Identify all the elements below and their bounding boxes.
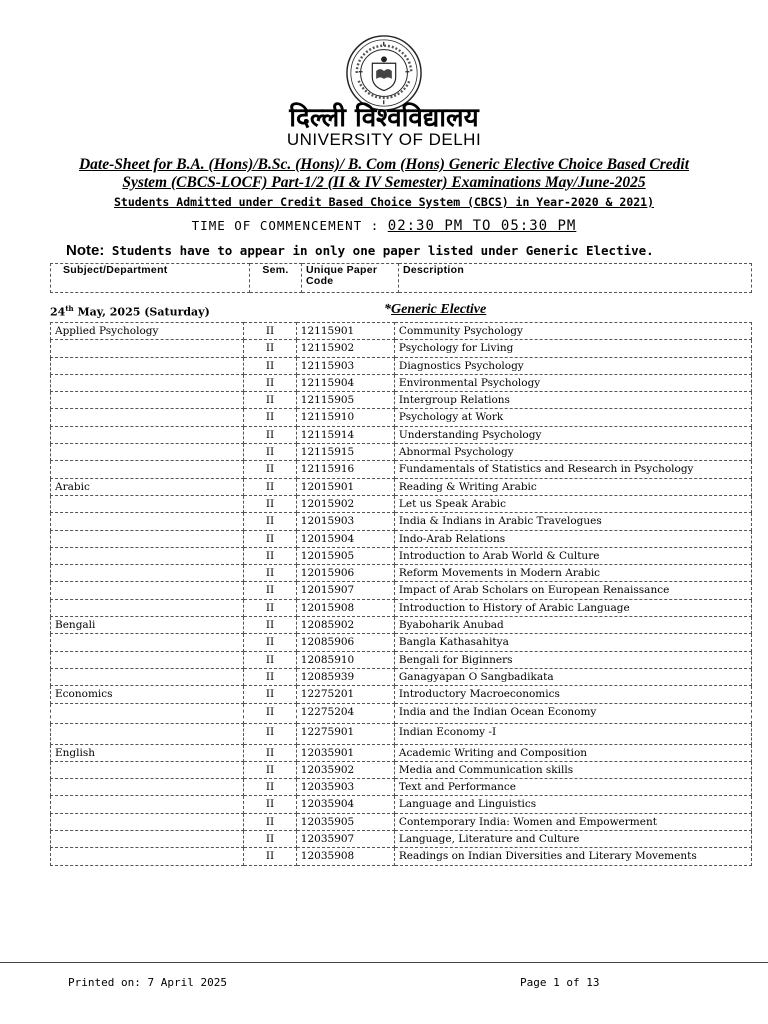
table-row: [51, 495, 752, 512]
document-title: [40, 156, 728, 192]
description-cell: Academic Writing and Composition: [394, 744, 751, 761]
department-cell: English: [51, 744, 244, 761]
department-cell: [51, 599, 244, 616]
paper-code-cell: 12015908: [296, 599, 394, 616]
department-cell: [51, 495, 244, 512]
department-cell: [51, 848, 244, 865]
semester-cell: II: [244, 513, 297, 530]
header-paper-code: Unique Paper Code: [302, 264, 399, 293]
department-cell: [51, 409, 244, 426]
paper-code-cell: 12275901: [296, 724, 394, 745]
department-cell: [51, 426, 244, 443]
table-row: [51, 599, 752, 616]
description-cell: Reading & Writing Arabic: [394, 478, 751, 495]
semester-cell: II: [244, 374, 297, 391]
semester-cell: II: [244, 530, 297, 547]
description-cell: Ganagyapan O Sangbadikata: [394, 668, 751, 685]
description-cell: Intergroup Relations: [394, 392, 751, 409]
table-row: [51, 848, 752, 865]
semester-cell: II: [244, 409, 297, 426]
semester-cell: II: [244, 392, 297, 409]
department-cell: Applied Psychology: [51, 323, 244, 340]
department-cell: [51, 565, 244, 582]
department-cell: [51, 634, 244, 651]
header-subject: Subject/Department: [51, 264, 250, 293]
semester-cell: II: [244, 724, 297, 745]
table-row: [51, 813, 752, 830]
note-label: Note:: [66, 242, 105, 259]
semester-cell: II: [244, 478, 297, 495]
table-row: [51, 617, 752, 634]
description-cell: India and the Indian Ocean Economy: [394, 703, 751, 724]
papers-table-body: [51, 323, 752, 866]
paper-code-cell: 12015903: [296, 513, 394, 530]
semester-cell: II: [244, 813, 297, 830]
table-row: [51, 426, 752, 443]
department-cell: [51, 582, 244, 599]
note-text: Students have to appear in only one paper listed under Generic Elective.: [111, 243, 654, 258]
university-name-english: UNIVERSITY OF DELHI: [286, 130, 482, 149]
description-cell: Abnormal Psychology: [394, 444, 751, 461]
paper-code-cell: 12115902: [296, 340, 394, 357]
semester-cell: II: [244, 323, 297, 340]
paper-code-cell: 12115901: [296, 323, 394, 340]
description-cell: Media and Communication skills: [394, 761, 751, 778]
table-row: [51, 831, 752, 848]
description-cell: Indian Economy -I: [394, 724, 751, 745]
paper-code-cell: 12035908: [296, 848, 394, 865]
description-cell: Fundamentals of Statistics and Research in Psychology: [394, 461, 751, 478]
header-sem: Sem.: [250, 264, 302, 293]
table-row: [51, 374, 752, 391]
semester-cell: II: [244, 582, 297, 599]
description-cell: Bangla Kathasahitya: [394, 634, 751, 651]
department-cell: [51, 340, 244, 357]
description-cell: Reform Movements in Modern Arabic: [394, 565, 751, 582]
footer-divider: [0, 962, 768, 963]
description-cell: Let us Speak Arabic: [394, 495, 751, 512]
table-row: [51, 779, 752, 796]
paper-code-cell: 12015906: [296, 565, 394, 582]
semester-cell: II: [244, 599, 297, 616]
semester-cell: II: [244, 761, 297, 778]
department-cell: [51, 779, 244, 796]
department-cell: [51, 813, 244, 830]
paper-code-cell: 12035907: [296, 831, 394, 848]
department-cell: [51, 761, 244, 778]
time-label: TIME OF COMMENCEMENT :: [191, 218, 380, 233]
generic-elective-label: Generic Elective: [391, 302, 487, 317]
university-name-hindi: दिल्ली विश्वविद्यालय: [289, 103, 479, 133]
page-number: Page 1 of 13: [520, 976, 600, 989]
semester-cell: II: [244, 340, 297, 357]
table-row: [51, 357, 752, 374]
department-cell: [51, 374, 244, 391]
description-cell: Language and Linguistics: [394, 796, 751, 813]
paper-code-cell: 12015907: [296, 582, 394, 599]
exam-date-suffix: th: [65, 304, 74, 313]
table-row: [51, 703, 752, 724]
department-cell: [51, 831, 244, 848]
generic-elective-heading: [384, 302, 486, 318]
description-cell: Introduction to History of Arabic Language: [394, 599, 751, 616]
department-cell: [51, 513, 244, 530]
semester-cell: II: [244, 668, 297, 685]
description-cell: Bengali for Biginners: [394, 651, 751, 668]
document-subtitle: Students Admitted under Credit Based Choice System (CBCS) in Year-2020 & 2021): [113, 195, 655, 209]
table-row: [51, 409, 752, 426]
generic-elective-star: *: [384, 302, 391, 317]
paper-code-cell: 12035903: [296, 779, 394, 796]
paper-code-cell: 12115916: [296, 461, 394, 478]
table-row: [51, 796, 752, 813]
department-cell: [51, 547, 244, 564]
description-cell: Text and Performance: [394, 779, 751, 796]
department-cell: [51, 530, 244, 547]
paper-code-cell: 12035904: [296, 796, 394, 813]
table-row: [51, 478, 752, 495]
paper-code-cell: 12035902: [296, 761, 394, 778]
semester-cell: II: [244, 686, 297, 703]
department-cell: [51, 461, 244, 478]
description-cell: Impact of Arab Scholars on European Renaissance: [394, 582, 751, 599]
department-cell: [51, 724, 244, 745]
table-row: [51, 323, 752, 340]
table-row: [51, 724, 752, 745]
semester-cell: II: [244, 634, 297, 651]
semester-cell: II: [244, 357, 297, 374]
description-cell: Introductory Macroeconomics: [394, 686, 751, 703]
paper-code-cell: 12275201: [296, 686, 394, 703]
paper-code-cell: 12015902: [296, 495, 394, 512]
semester-cell: II: [244, 565, 297, 582]
paper-code-cell: 12085902: [296, 617, 394, 634]
semester-cell: II: [244, 831, 297, 848]
department-cell: [51, 796, 244, 813]
table-row: [51, 530, 752, 547]
table-row: [51, 547, 752, 564]
title-line-1: Date-Sheet for B.A. (Hons)/B.Sc. (Hons)/ B. Com (Hons) Generic Elective Choice Based Credit: [78, 156, 690, 173]
paper-code-cell: 12015905: [296, 547, 394, 564]
paper-code-cell: 12085939: [296, 668, 394, 685]
paper-code-cell: 12275204: [296, 703, 394, 724]
semester-cell: II: [244, 744, 297, 761]
description-cell: Language, Literature and Culture: [394, 831, 751, 848]
description-cell: Understanding Psychology: [394, 426, 751, 443]
note: [66, 242, 654, 259]
description-cell: Introduction to Arab World & Culture: [394, 547, 751, 564]
table-row: [51, 392, 752, 409]
table-row: [51, 651, 752, 668]
paper-code-cell: 12085910: [296, 651, 394, 668]
semester-cell: II: [244, 547, 297, 564]
table-row: [51, 565, 752, 582]
table-row: [51, 340, 752, 357]
paper-code-cell: 12035905: [296, 813, 394, 830]
header-description: Description: [399, 264, 752, 293]
paper-code-cell: 12115904: [296, 374, 394, 391]
table-row: [51, 634, 752, 651]
semester-cell: II: [244, 703, 297, 724]
semester-cell: II: [244, 848, 297, 865]
department-cell: [51, 444, 244, 461]
semester-cell: II: [244, 461, 297, 478]
description-cell: Psychology for Living: [394, 340, 751, 357]
paper-code-cell: 12115914: [296, 426, 394, 443]
table-row: [51, 744, 752, 761]
paper-code-cell: 12115915: [296, 444, 394, 461]
table-row: [51, 761, 752, 778]
semester-cell: II: [244, 495, 297, 512]
department-cell: Bengali: [51, 617, 244, 634]
department-cell: [51, 703, 244, 724]
semester-cell: II: [244, 444, 297, 461]
department-cell: Arabic: [51, 478, 244, 495]
paper-code-cell: 12115910: [296, 409, 394, 426]
paper-code-cell: 12015901: [296, 478, 394, 495]
table-row: [51, 461, 752, 478]
department-cell: Economics: [51, 686, 244, 703]
paper-code-cell: 12115903: [296, 357, 394, 374]
semester-cell: II: [244, 617, 297, 634]
department-cell: [51, 651, 244, 668]
paper-code-cell: 12085906: [296, 634, 394, 651]
exam-date-day: 24: [50, 305, 66, 319]
table-row: [51, 444, 752, 461]
description-cell: Readings on Indian Diversities and Literary Movements: [394, 848, 751, 865]
department-cell: [51, 357, 244, 374]
paper-code-cell: 12115905: [296, 392, 394, 409]
semester-cell: II: [244, 426, 297, 443]
department-cell: [51, 668, 244, 685]
department-cell: [51, 392, 244, 409]
description-cell: Psychology at Work: [394, 409, 751, 426]
description-cell: Diagnostics Psychology: [394, 357, 751, 374]
title-line-2: System (CBCS-LOCF) Part-1/2 (II & IV Semester) Examinations May/June-2025: [122, 174, 646, 191]
printed-on: Printed on: 7 April 2025: [68, 976, 227, 989]
paper-code-cell: 12035901: [296, 744, 394, 761]
description-cell: Community Psychology: [394, 323, 751, 340]
table-row: [51, 513, 752, 530]
papers-table: [50, 322, 752, 866]
table-row: [51, 668, 752, 685]
exam-date-rest: May, 2025 (Saturday): [73, 305, 210, 319]
description-cell: India & Indians in Arabic Travelogues: [394, 513, 751, 530]
time-of-commencement: [0, 218, 768, 234]
time-value: 02:30 PM TO 05:30 PM: [387, 218, 577, 234]
semester-cell: II: [244, 651, 297, 668]
semester-cell: II: [244, 796, 297, 813]
table-row: [51, 686, 752, 703]
table-header: [50, 263, 752, 293]
description-cell: Indo-Arab Relations: [394, 530, 751, 547]
description-cell: Byaboharik Anubad: [394, 617, 751, 634]
paper-code-cell: 12015904: [296, 530, 394, 547]
description-cell: Contemporary India: Women and Empowerment: [394, 813, 751, 830]
semester-cell: II: [244, 779, 297, 796]
description-cell: Environmental Psychology: [394, 374, 751, 391]
table-row: [51, 582, 752, 599]
